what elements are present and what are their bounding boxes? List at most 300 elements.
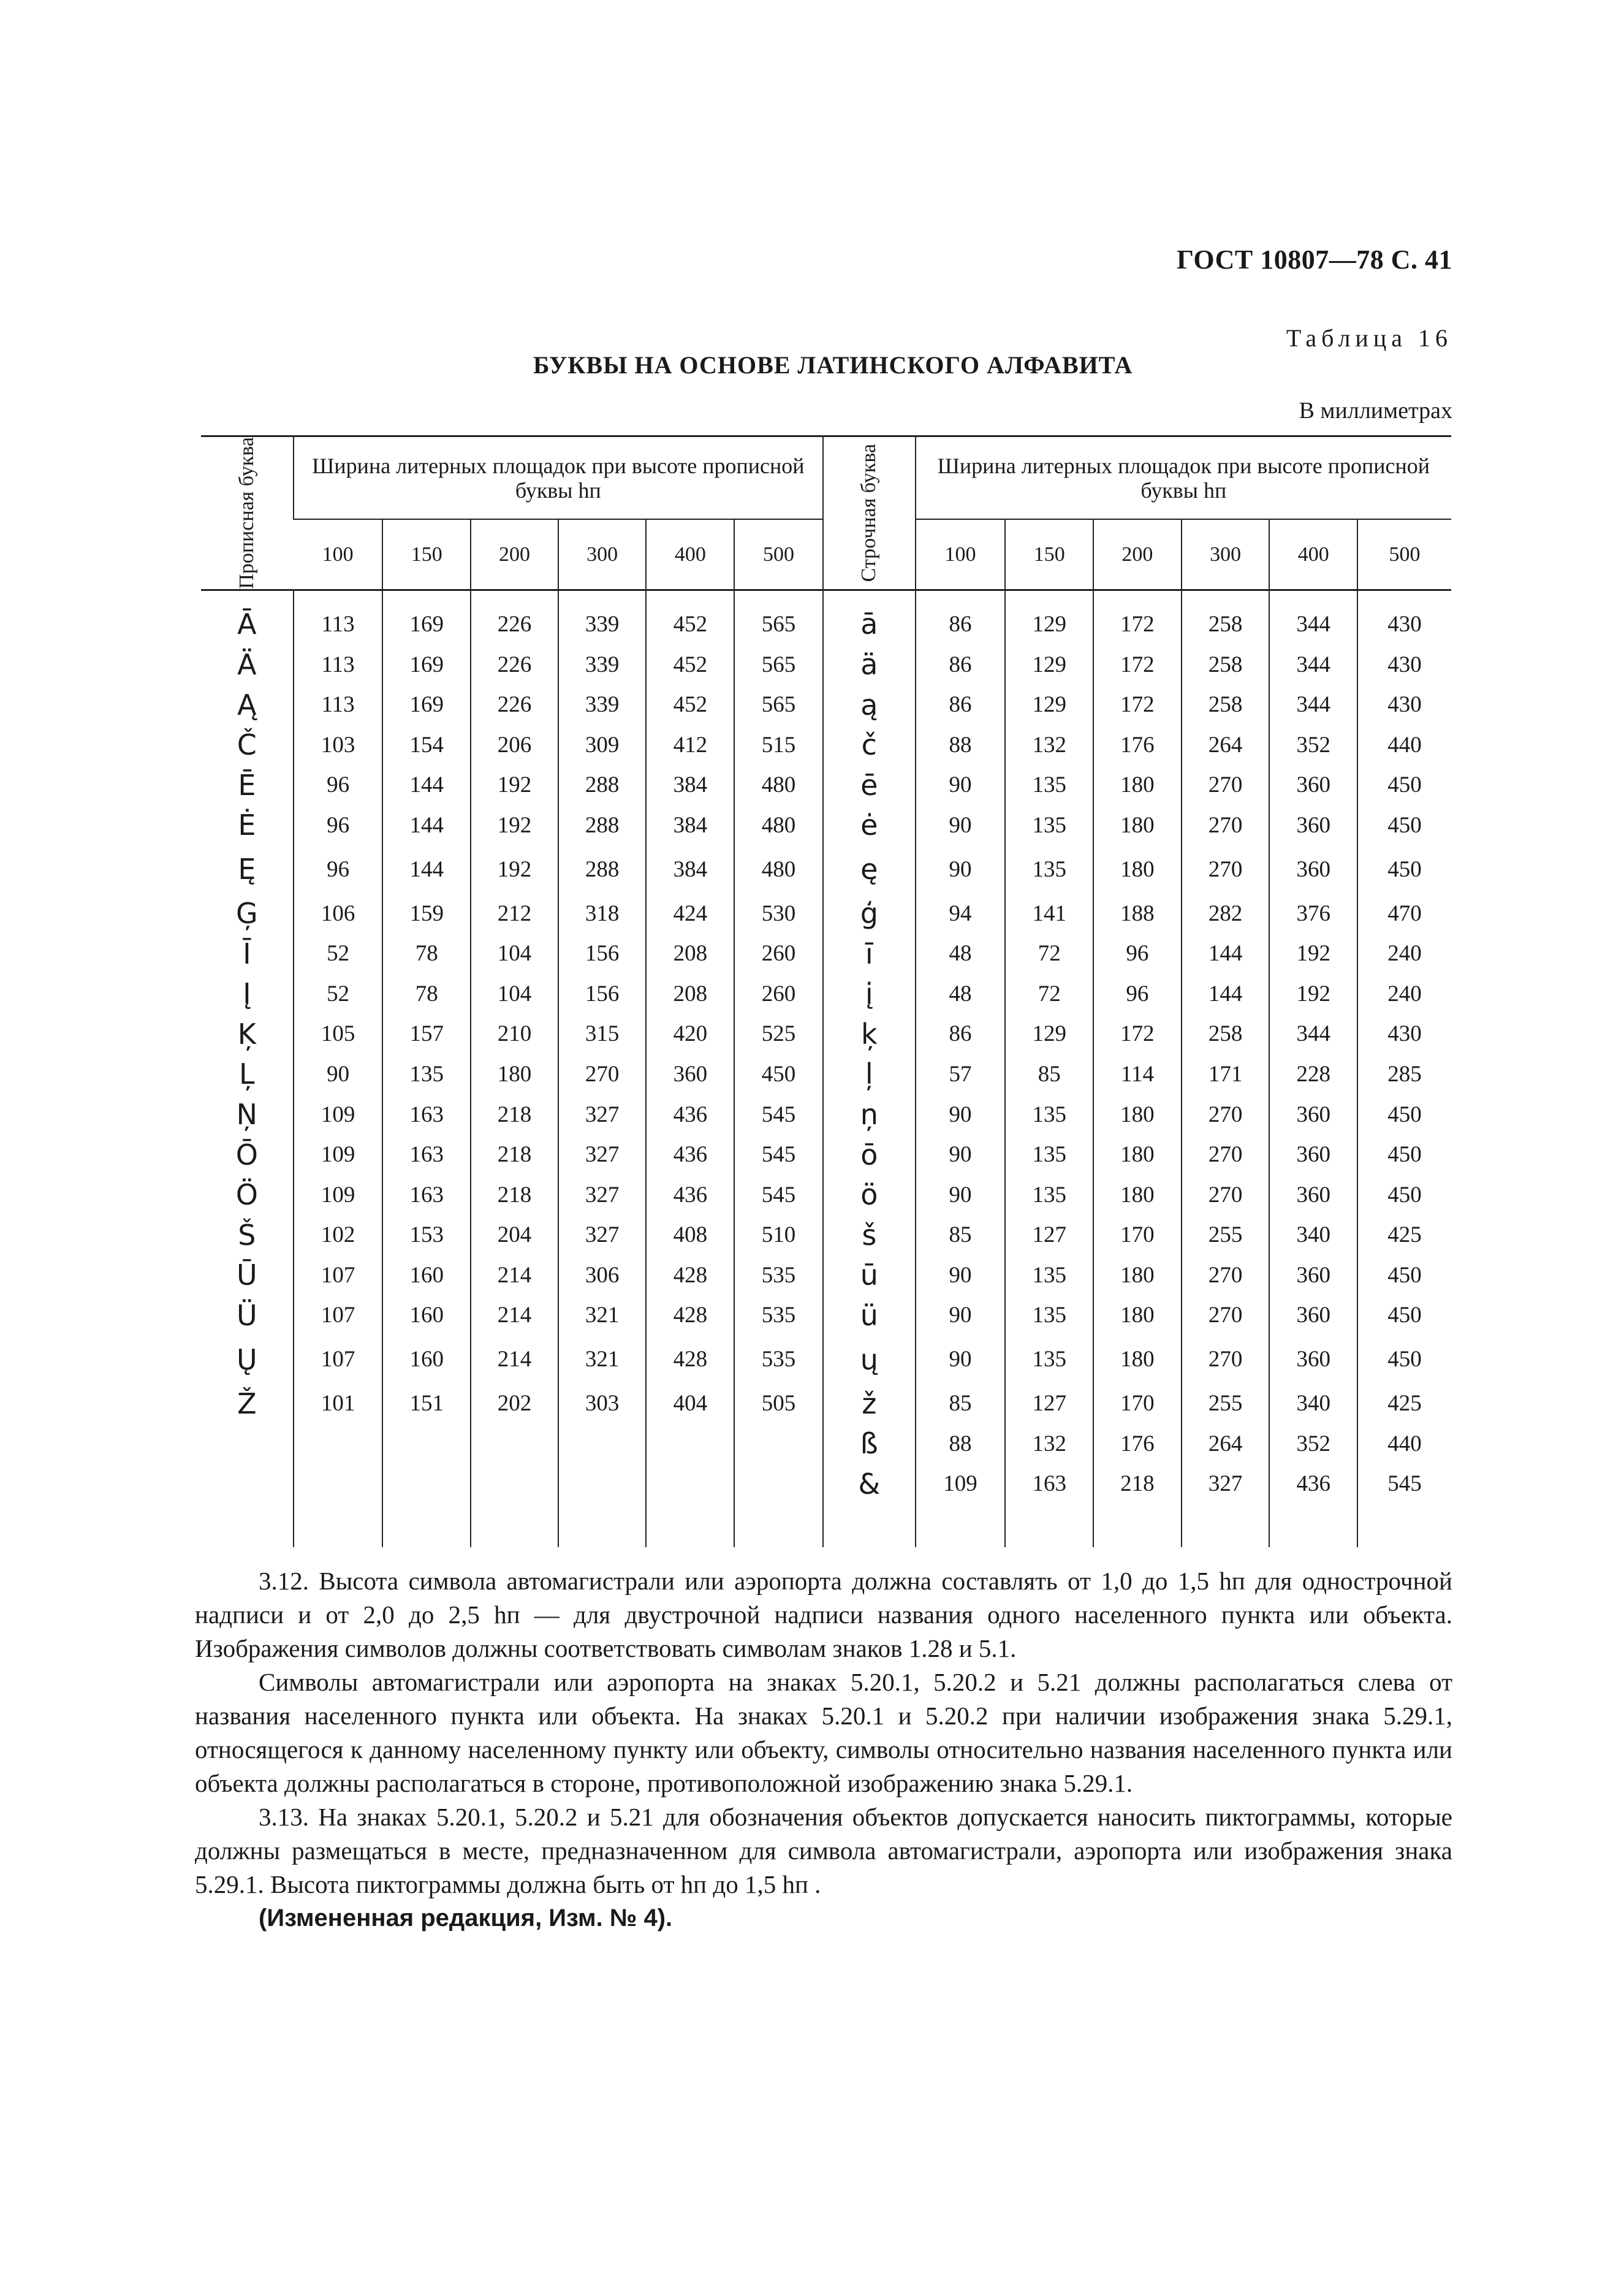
lowercase-column-header: Строчная буква: [823, 436, 916, 590]
upper-width-cell: [471, 1423, 558, 1464]
lower-width-cell: 450: [1357, 1094, 1451, 1135]
lower-width-cell: 48: [916, 934, 1006, 974]
lower-width-cell: 360: [1269, 1094, 1357, 1135]
upper-width-cell: 157: [382, 1014, 471, 1054]
lower-width-cell: 132: [1005, 1423, 1093, 1464]
lower-width-cell: 90: [916, 1094, 1006, 1135]
lower-width-cell: 135: [1005, 1174, 1093, 1215]
empty-cell: [1269, 1504, 1357, 1547]
upper-width-cell: 306: [558, 1255, 647, 1296]
upper-width-cell: 339: [558, 685, 647, 725]
lower-width-cell: 172: [1093, 1014, 1182, 1054]
lower-width-cell: 72: [1005, 934, 1093, 974]
lower-width-cell: 344: [1269, 590, 1357, 644]
lower-width-cell: 430: [1357, 1014, 1451, 1054]
lower-width-cell: 270: [1182, 1336, 1270, 1383]
upper-letter: Ļ: [239, 1057, 255, 1091]
upper-width-cell: 510: [734, 1215, 823, 1255]
upper-width-cell: 315: [558, 1014, 647, 1054]
lower-height-300: 300: [1182, 519, 1270, 590]
upper-width-cell: 309: [558, 725, 647, 765]
upper-width-cell: 90: [294, 1054, 383, 1095]
table-row: [201, 1255, 1451, 1296]
lower-width-cell: 86: [916, 590, 1006, 644]
lower-width-cell: 135: [1005, 1255, 1093, 1296]
upper-width-cell: 113: [294, 685, 383, 725]
lower-width-cell: 172: [1093, 590, 1182, 644]
lower-letter: &: [823, 1464, 916, 1504]
lower-width-cell: 240: [1357, 973, 1451, 1014]
upper-width-cell: 52: [294, 973, 383, 1014]
empty-cell: [646, 1504, 734, 1547]
empty-cell: [1093, 1504, 1182, 1547]
lower-width-cell: 258: [1182, 644, 1270, 685]
upper-width-cell: [558, 1464, 647, 1504]
upper-width-cell: 96: [294, 845, 383, 893]
lower-width-cell: 440: [1357, 725, 1451, 765]
lower-width-cell: 180: [1093, 1295, 1182, 1336]
lower-letter: ē: [823, 765, 916, 805]
lower-letter: ę: [823, 845, 916, 893]
lower-width-cell: 360: [1269, 1255, 1357, 1296]
lower-width-cell: 180: [1093, 1255, 1182, 1296]
lower-width-cell: 172: [1093, 685, 1182, 725]
lower-width-cell: 90: [916, 845, 1006, 893]
upper-width-cell: 144: [382, 805, 471, 846]
table-title: БУКВЫ НА ОСНОВЕ ЛАТИНСКОГО АЛФАВИТА: [533, 351, 1133, 379]
upper-letter: Ī: [243, 937, 251, 970]
upper-width-cell: 206: [471, 725, 558, 765]
lower-width-cell: 90: [916, 1336, 1006, 1383]
upper-width-cell: 480: [734, 765, 823, 805]
lower-width-cell: 270: [1182, 805, 1270, 846]
upper-width-cell: 565: [734, 644, 823, 685]
lower-letter: ļ: [823, 1054, 916, 1095]
upper-width-cell: 270: [558, 1054, 647, 1095]
upper-width-cell: 202: [471, 1383, 558, 1424]
lower-width-cell: 258: [1182, 590, 1270, 644]
empty-cell: [1005, 1504, 1093, 1547]
empty-cell: [1182, 1504, 1270, 1547]
upper-width-cell: 535: [734, 1295, 823, 1336]
upper-width-cell: 226: [471, 590, 558, 644]
lower-letter: ß: [823, 1423, 916, 1464]
lower-width-cell: 360: [1269, 765, 1357, 805]
upper-width-cell: 226: [471, 644, 558, 685]
lower-width-cell: 48: [916, 973, 1006, 1014]
empty-cell: [734, 1504, 823, 1547]
upper-width-cell: 107: [294, 1336, 383, 1383]
upper-height-100: 100: [294, 519, 383, 590]
lower-width-cell: 255: [1182, 1383, 1270, 1424]
lower-width-cell: 90: [916, 1255, 1006, 1296]
upper-width-cell: 204: [471, 1215, 558, 1255]
upper-width-cell: 154: [382, 725, 471, 765]
lower-width-cell: 96: [1093, 934, 1182, 974]
lower-width-cell: 344: [1269, 644, 1357, 685]
lower-width-cell: 450: [1357, 805, 1451, 846]
upper-width-cell: 156: [558, 973, 647, 1014]
table-number: Таблица 16: [1286, 324, 1452, 352]
upper-width-cell: 96: [294, 765, 383, 805]
upper-letter: Š: [238, 1218, 256, 1252]
upper-letter: Ņ: [236, 1098, 258, 1132]
table-row-empty: [201, 1504, 1451, 1547]
lower-width-cell: 88: [916, 725, 1006, 765]
lower-letter: ņ: [823, 1094, 916, 1135]
upper-width-cell: [558, 1423, 647, 1464]
upper-letter: Ž: [237, 1387, 257, 1420]
upper-width-cell: 107: [294, 1255, 383, 1296]
lower-width-cell: 180: [1093, 805, 1182, 846]
table-row: [201, 765, 1451, 805]
upper-width-cell: 163: [382, 1094, 471, 1135]
uppercase-column-header: Прописная буква: [201, 436, 294, 590]
lower-width-cell: 450: [1357, 1255, 1451, 1296]
table-row: [201, 1464, 1451, 1504]
upper-width-cell: 226: [471, 685, 558, 725]
empty-cell: [1357, 1504, 1451, 1547]
lower-width-cell: 360: [1269, 1295, 1357, 1336]
empty-cell: [471, 1504, 558, 1547]
upper-width-cell: 192: [471, 845, 558, 893]
table-row: [201, 1215, 1451, 1255]
upper-width-cell: 408: [646, 1215, 734, 1255]
upper-width-cell: 452: [646, 590, 734, 644]
upper-width-cell: 163: [382, 1135, 471, 1175]
upper-width-cell: 530: [734, 893, 823, 934]
upper-width-cell: 78: [382, 973, 471, 1014]
lower-width-cell: 90: [916, 1135, 1006, 1175]
lower-width-cell: 264: [1182, 1423, 1270, 1464]
lower-width-cell: 170: [1093, 1215, 1182, 1255]
upper-width-cell: 208: [646, 934, 734, 974]
upper-width-cell: 102: [294, 1215, 383, 1255]
upper-width-cell: 450: [734, 1054, 823, 1095]
upper-width-cell: 384: [646, 845, 734, 893]
lower-width-cell: 352: [1269, 1423, 1357, 1464]
upper-letter: Č: [237, 728, 257, 762]
upper-letter: Ķ: [237, 1017, 256, 1051]
upper-letter: Ę: [238, 853, 256, 886]
lower-width-cell: 450: [1357, 1174, 1451, 1215]
upper-width-cell: 96: [294, 805, 383, 846]
lower-width-cell: 470: [1357, 893, 1451, 934]
latin-letters-table: [201, 435, 1451, 1547]
upper-width-cell: 288: [558, 805, 647, 846]
lower-width-cell: 450: [1357, 1135, 1451, 1175]
lower-width-cell: 135: [1005, 805, 1093, 846]
units-note: В миллиметрах: [1299, 398, 1452, 424]
upper-width-cell: 321: [558, 1336, 647, 1383]
lower-width-cell: 270: [1182, 845, 1270, 893]
lower-width-cell: 425: [1357, 1215, 1451, 1255]
lower-width-cell: 90: [916, 1295, 1006, 1336]
lower-width-cell: 352: [1269, 725, 1357, 765]
upper-letter: Ō: [235, 1138, 258, 1171]
lower-width-cell: 144: [1182, 973, 1270, 1014]
lower-width-cell: 163: [1005, 1464, 1093, 1504]
lower-width-cell: 192: [1269, 973, 1357, 1014]
upper-width-cell: 104: [471, 934, 558, 974]
upper-width-cell: [646, 1464, 734, 1504]
table-row: [201, 934, 1451, 974]
upper-width-cell: 107: [294, 1295, 383, 1336]
upper-width-cell: 535: [734, 1255, 823, 1296]
upper-width-cell: 153: [382, 1215, 471, 1255]
upper-letter: Ė: [238, 809, 256, 842]
upper-width-cell: 52: [294, 934, 383, 974]
lower-width-cell: 430: [1357, 644, 1451, 685]
upper-width-cell: 288: [558, 845, 647, 893]
upper-width-cell: 218: [471, 1135, 558, 1175]
upper-width-cell: 214: [471, 1295, 558, 1336]
lower-width-cell: 360: [1269, 805, 1357, 846]
lower-height-100: 100: [916, 519, 1006, 590]
upper-width-cell: 260: [734, 934, 823, 974]
upper-width-cell: 288: [558, 765, 647, 805]
lower-width-cell: 180: [1093, 765, 1182, 805]
upper-width-cell: 339: [558, 644, 647, 685]
table-row: [201, 685, 1451, 725]
upper-width-cell: 428: [646, 1295, 734, 1336]
lower-width-cell: 450: [1357, 845, 1451, 893]
upper-width-cell: 192: [471, 805, 558, 846]
upper-width-cell: 169: [382, 644, 471, 685]
lower-width-cell: 127: [1005, 1215, 1093, 1255]
lower-width-cell: 129: [1005, 590, 1093, 644]
lower-width-cell: 86: [916, 644, 1006, 685]
upper-width-cell: 339: [558, 590, 647, 644]
upper-letter: Ą: [237, 688, 257, 721]
upper-letter: Į: [243, 977, 251, 1011]
lower-width-cell: 135: [1005, 845, 1093, 893]
upper-width-cell: 545: [734, 1094, 823, 1135]
upper-width-cell: [294, 1464, 383, 1504]
lower-width-cell: 180: [1093, 845, 1182, 893]
upper-width-cell: 113: [294, 644, 383, 685]
lower-width-cell: 135: [1005, 1094, 1093, 1135]
upper-width-cell: [734, 1423, 823, 1464]
upper-width-cell: 214: [471, 1255, 558, 1296]
lower-width-cell: 90: [916, 1174, 1006, 1215]
table-row: [201, 1423, 1451, 1464]
upper-width-cell: 404: [646, 1383, 734, 1424]
paragraph-symbol-placement: Символы автомагистрали или аэропорта на знаках 5.20.1, 5.20.2 и 5.21 должны располагаться слева от названия населенного пункта или объекта. На знаках 5.20.1 и 5.20.2 при наличии изображения знака 5.29.1, относящегося к данному населенному пункту или объекту, символы относительно названия населенного пункта или объекта должны располагаться в стороне, противоположной изображению знака 5.29.1.: [195, 1668, 1452, 1797]
body-text: [195, 1564, 1452, 1935]
upper-width-cell: 565: [734, 685, 823, 725]
lower-height-150: 150: [1005, 519, 1093, 590]
empty-cell: [382, 1504, 471, 1547]
lower-width-cell: 270: [1182, 765, 1270, 805]
table-row: [201, 1014, 1451, 1054]
lower-width-cell: 170: [1093, 1383, 1182, 1424]
lower-letter: š: [823, 1215, 916, 1255]
lower-width-cell: 135: [1005, 1336, 1093, 1383]
upper-width-cell: 144: [382, 845, 471, 893]
upper-width-cell: 144: [382, 765, 471, 805]
lower-width-cell: 94: [916, 893, 1006, 934]
lower-width-cell: 218: [1093, 1464, 1182, 1504]
table-row: [201, 725, 1451, 765]
lower-width-cell: 144: [1182, 934, 1270, 974]
upper-width-cell: 525: [734, 1014, 823, 1054]
table-row: [201, 805, 1451, 846]
table-row: [201, 845, 1451, 893]
amendment-note: (Измененная редакция, Изм. № 4).: [259, 1905, 673, 1932]
lower-letter: ģ: [823, 893, 916, 934]
upper-width-cell: 327: [558, 1135, 647, 1175]
lower-width-cell: 132: [1005, 725, 1093, 765]
table-row: [201, 1135, 1451, 1175]
lower-width-cell: 176: [1093, 1423, 1182, 1464]
upper-letter: Ų: [237, 1342, 257, 1376]
upper-width-cell: 218: [471, 1174, 558, 1215]
upper-width-cell: 327: [558, 1094, 647, 1135]
upper-width-cell: 412: [646, 725, 734, 765]
upper-letter: Ü: [237, 1298, 257, 1332]
upper-height-150: 150: [382, 519, 471, 590]
upper-width-cell: 452: [646, 685, 734, 725]
lower-width-cell: 264: [1182, 725, 1270, 765]
table-row: [201, 1383, 1451, 1424]
upper-width-cell: 424: [646, 893, 734, 934]
upper-width-cell: 535: [734, 1336, 823, 1383]
lower-width-cell: 258: [1182, 1014, 1270, 1054]
lower-width-cell: 85: [916, 1215, 1006, 1255]
upper-width-cell: 212: [471, 893, 558, 934]
upper-width-cell: 321: [558, 1295, 647, 1336]
upper-letter: Ģ: [236, 897, 258, 931]
lower-letter: ū: [823, 1255, 916, 1296]
table-row: [201, 590, 1451, 644]
upper-width-cell: 384: [646, 765, 734, 805]
upper-width-cell: 545: [734, 1174, 823, 1215]
lower-width-cell: 172: [1093, 644, 1182, 685]
uppercase-width-header: Ширина литерных площадок при высоте прописной буквы hп: [294, 436, 823, 520]
lower-width-cell: 135: [1005, 765, 1093, 805]
lower-width-cell: 180: [1093, 1174, 1182, 1215]
lower-letter: į: [823, 973, 916, 1014]
upper-width-cell: 327: [558, 1174, 647, 1215]
lower-width-cell: 360: [1269, 1336, 1357, 1383]
upper-height-300: 300: [558, 519, 647, 590]
document-reference: ГОСТ 10807—78 С. 41: [1176, 245, 1452, 275]
upper-letter: [201, 1464, 294, 1504]
lower-width-cell: 176: [1093, 725, 1182, 765]
upper-width-cell: 384: [646, 805, 734, 846]
lower-width-cell: 72: [1005, 973, 1093, 1014]
lower-height-400: 400: [1269, 519, 1357, 590]
lower-width-cell: 90: [916, 765, 1006, 805]
paragraph-3-13: 3.13. На знаках 5.20.1, 5.20.2 и 5.21 для обозначения объектов допускается наносить пиктограммы, которые должны размещаться в месте, предназначенном для символа автомагистрали, аэропорта или изображения знака 5.29.1. Высота пиктограммы должна быть от hп до 1,5 hп .: [195, 1803, 1452, 1898]
upper-letter: Ö: [235, 1178, 258, 1212]
lower-width-cell: 57: [916, 1054, 1006, 1095]
lower-width-cell: 180: [1093, 1094, 1182, 1135]
lower-width-cell: 86: [916, 685, 1006, 725]
lower-width-cell: 270: [1182, 1135, 1270, 1175]
upper-width-cell: 480: [734, 805, 823, 846]
upper-width-cell: 180: [471, 1054, 558, 1095]
upper-width-cell: 135: [382, 1054, 471, 1095]
lower-width-cell: 129: [1005, 685, 1093, 725]
table-row: [201, 973, 1451, 1014]
upper-width-cell: 101: [294, 1383, 383, 1424]
lower-letter: ō: [823, 1135, 916, 1175]
table-row: [201, 1174, 1451, 1215]
lower-letter: č: [823, 725, 916, 765]
lower-width-cell: 344: [1269, 685, 1357, 725]
upper-width-cell: 151: [382, 1383, 471, 1424]
empty-cell: [558, 1504, 647, 1547]
lowercase-width-header: Ширина литерных площадок при высоте прописной буквы hп: [916, 436, 1451, 520]
lower-width-cell: 450: [1357, 1336, 1451, 1383]
lower-width-cell: 258: [1182, 685, 1270, 725]
upper-width-cell: 160: [382, 1255, 471, 1296]
upper-width-cell: 163: [382, 1174, 471, 1215]
upper-width-cell: 436: [646, 1135, 734, 1175]
upper-width-cell: 327: [558, 1215, 647, 1255]
lower-width-cell: 285: [1357, 1054, 1451, 1095]
upper-width-cell: 436: [646, 1094, 734, 1135]
upper-height-500: 500: [734, 519, 823, 590]
upper-width-cell: 360: [646, 1054, 734, 1095]
lower-width-cell: 240: [1357, 934, 1451, 974]
upper-width-cell: 480: [734, 845, 823, 893]
lower-width-cell: 141: [1005, 893, 1093, 934]
lower-width-cell: 344: [1269, 1014, 1357, 1054]
upper-width-cell: 428: [646, 1336, 734, 1383]
upper-width-cell: 505: [734, 1383, 823, 1424]
lower-height-200: 200: [1093, 519, 1182, 590]
lower-width-cell: 88: [916, 1423, 1006, 1464]
upper-width-cell: [294, 1423, 383, 1464]
upper-width-cell: 109: [294, 1174, 383, 1215]
lower-letter: ā: [823, 590, 916, 644]
lower-width-cell: 228: [1269, 1054, 1357, 1095]
upper-width-cell: [382, 1423, 471, 1464]
lower-width-cell: 282: [1182, 893, 1270, 934]
empty-cell: [294, 1504, 383, 1547]
upper-width-cell: 156: [558, 934, 647, 974]
paragraph-3-12: 3.12. Высота символа автомагистрали или аэропорта должна составлять от 1,0 до 1,5 hп для однострочной надписи и от 2,0 до 2,5 hп — для двустрочной надписи названия одного населенного пункта или объекта. Изображения символов должны соответствовать символам знаков 1.28 и 5.1.: [195, 1567, 1452, 1662]
upper-height-400: 400: [646, 519, 734, 590]
upper-width-cell: 420: [646, 1014, 734, 1054]
lower-width-cell: 171: [1182, 1054, 1270, 1095]
table-row: [201, 1054, 1451, 1095]
lower-width-cell: 135: [1005, 1135, 1093, 1175]
upper-width-cell: [734, 1464, 823, 1504]
lower-width-cell: 85: [1005, 1054, 1093, 1095]
empty-cell: [201, 1504, 294, 1547]
lower-width-cell: 192: [1269, 934, 1357, 974]
upper-letter: Ä: [237, 648, 257, 682]
lower-width-cell: 129: [1005, 644, 1093, 685]
upper-width-cell: 113: [294, 590, 383, 644]
lower-width-cell: 114: [1093, 1054, 1182, 1095]
table-row: [201, 1094, 1451, 1135]
upper-width-cell: 428: [646, 1255, 734, 1296]
upper-letter: Ā: [237, 607, 257, 641]
lower-letter: ä: [823, 644, 916, 685]
lower-height-500: 500: [1357, 519, 1451, 590]
lower-width-cell: 360: [1269, 1135, 1357, 1175]
upper-width-cell: 565: [734, 590, 823, 644]
upper-width-cell: 545: [734, 1135, 823, 1175]
empty-cell: [916, 1504, 1006, 1547]
upper-width-cell: 103: [294, 725, 383, 765]
table-row: [201, 1295, 1451, 1336]
